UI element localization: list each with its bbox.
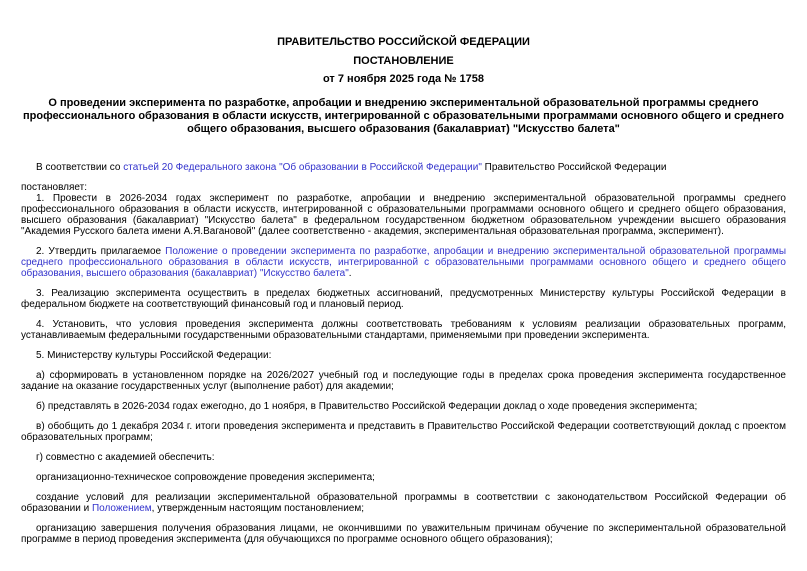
paragraph-text: 5. Министерству культуры Российской Федерации: — [36, 350, 272, 361]
paragraph-text: , утвержденным настоящим постановлением; — [151, 503, 364, 514]
paragraph — [21, 350, 786, 361]
paragraph-text: в) обобщить до 1 декабря 2034 г. итоги проведения эксперимента и представить в Правительство Российской Федерации соответствующий доклад с проектом образовательных программ; — [21, 421, 786, 443]
paragraph — [21, 288, 786, 310]
paragraph-text: а) сформировать в установленном порядке на 2026/2027 учебный год и последующие годы в пределах срока проведения эксперимента государственное задание на оказание государственных услуг (выполнение работ) для академии; — [21, 370, 786, 392]
inline-link[interactable]: статьей 20 Федерального закона "Об образовании в Российской Федерации" — [123, 162, 482, 173]
document-title: О проведении эксперимента по разработке, апробации и внедрению экспериментальной образовательной программы среднего профессионального образования в области искусств, интегрированной с образовательными программами основного общего и среднего общего образования, высшего образования (бакалавриат) "Искусство балета" — [23, 97, 784, 135]
inline-link[interactable]: Положением — [91, 503, 152, 514]
paragraph-text: создание условий для реализации экспериментальной образовательной программы в соответствии с законодательством Российской Федерации об образовании и — [21, 492, 786, 514]
document-date-number: от 7 ноября 2025 года № 1758 — [322, 73, 485, 85]
paragraph — [21, 452, 786, 463]
paragraph-text: постановляет: — [21, 182, 88, 193]
document-type: ПОСТАНОВЛЕНИЕ — [353, 55, 454, 67]
paragraph-text: г) совместно с академией обеспечить: — [36, 452, 215, 463]
paragraph-text: Правительство Российской Федерации — [481, 162, 667, 173]
paragraph — [21, 319, 786, 341]
paragraph — [21, 523, 786, 545]
paragraph — [21, 472, 786, 483]
paragraph-text: 2. Утвердить прилагаемое — [36, 246, 166, 257]
paragraph-text: организационно-техническое сопровождение проведения эксперимента; — [36, 472, 375, 483]
paragraph — [21, 193, 786, 237]
paragraph — [21, 492, 786, 514]
paragraph-text: . — [348, 268, 352, 279]
inline-link[interactable]: Положение о проведении эксперимента по разработке, апробации и внедрению экспериментальной образовательной программы среднего профессионального образования в области искусств, интегрированной с образовательными программами основного общего и среднего общего образования, высшего образования (бакалавриат) "Искусство балета" — [21, 246, 787, 279]
authority-name: ПРАВИТЕЛЬСТВО РОССИЙСКОЙ ФЕДЕРАЦИИ — [277, 36, 530, 48]
document-body — [21, 162, 786, 545]
document-header — [21, 36, 786, 86]
paragraph-text: б) представлять в 2026-2034 годах ежегодно, до 1 ноября, в Правительство Российской Федерации доклад о ходе проведения эксперимента; — [36, 401, 698, 412]
paragraph — [21, 162, 786, 173]
paragraph — [21, 401, 786, 412]
paragraph — [21, 370, 786, 392]
paragraph-text: 1. Провести в 2026-2034 годах эксперимент по разработке, апробации и внедрению экспериментальной образовательной программы среднего профессионального образования в области искусств, интегрированной с образовательными программами основного общего и среднего общего образования, высшего образования (бакалавриат) "Искусство балета" в федеральном государственном бюджетном образовательном учреждении высшего образования "Академия Русского балета имени А.Я.Вагановой" (далее соответственно - академия, экспериментальная образовательная программа, эксперимент). — [21, 193, 786, 237]
paragraph-text: 3. Реализацию эксперимента осуществить в пределах бюджетных ассигнований, предусмотренных Министерству культуры Российской Федерации в федеральном бюджете на соответствующий финансовый год и плановый период. — [21, 288, 786, 310]
paragraph — [21, 182, 786, 193]
paragraph — [21, 246, 786, 279]
paragraph-text: организацию завершения получения образования лицами, не окончившими по уважительным причинам обучение по экспериментальной образовательной программе в период проведения эксперимента (для обучающихся по программе основного общего образования); — [21, 523, 786, 545]
paragraph — [21, 421, 786, 443]
paragraph-text: В соответствии со — [36, 162, 124, 173]
paragraph-text: 4. Установить, что условия проведения эксперимента должны соответствовать требованиям к условиям реализации образовательных программ, устанавливаемым федеральными государственными образовательными стандартами, применяемыми при проведении эксперимента. — [21, 319, 786, 341]
